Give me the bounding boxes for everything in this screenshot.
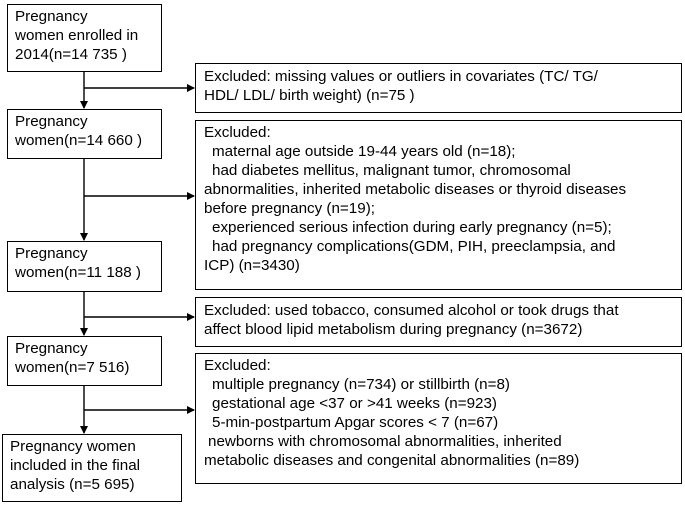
box-text-line: Pregnancy xyxy=(15,113,88,130)
exclusion-text-line: 5-min-postpartum Apgar scores < 7 (n=67) xyxy=(212,414,499,431)
box-text-line: analysis (n=5 695) xyxy=(10,476,135,493)
box-after-exclusion-1 xyxy=(7,109,162,159)
exclusion-text-line: HDL/ LDL/ birth weight) (n=75 ) xyxy=(204,87,415,104)
box-text-line: 2014(n=14 735 ) xyxy=(15,46,127,63)
box-after-exclusion-2 xyxy=(7,241,162,292)
exclusion-text-line: experienced serious infection during early pregnancy (n=5); xyxy=(212,219,612,236)
exclusion-text-line: gestational age <37 or >41 weeks (n=923) xyxy=(212,395,497,412)
box-final-analysis xyxy=(2,434,182,502)
exclusion-text-line: maternal age outside 19-44 years old (n=18); xyxy=(212,143,516,160)
exclusion-text-line: ICP) (n=3430) xyxy=(204,257,300,274)
exclusion-text-line: Excluded: xyxy=(204,124,271,141)
exclusion-text-line: before pregnancy (n=19); xyxy=(204,200,375,217)
box-text-line: women(n=7 516) xyxy=(15,359,130,376)
box-after-exclusion-3 xyxy=(7,336,162,386)
box-text-line: Pregnancy xyxy=(15,8,88,25)
box-text-line: Pregnancy women xyxy=(10,438,136,455)
box-enrolled xyxy=(7,4,162,72)
exclusion-text-line: Excluded: used tobacco, consumed alcohol or took drugs that xyxy=(204,302,619,319)
exclusion-text-line: Excluded: missing values or outliers in covariates (TC/ TG/ xyxy=(204,68,598,85)
exclusion-text-line: had pregnancy complications(GDM, PIH, preeclampsia, and xyxy=(212,238,616,255)
exclusion-text-line: Excluded: xyxy=(204,357,271,374)
exclusion-text-line: newborns with chromosomal abnormalities, inherited xyxy=(208,433,562,450)
box-text-line: women(n=14 660 ) xyxy=(15,132,143,149)
exclusion-box-2 xyxy=(195,120,682,290)
exclusion-text-line: affect blood lipid metabolism during pregnancy (n=3672) xyxy=(204,321,583,338)
box-text-line: included in the final xyxy=(10,457,141,474)
exclusion-box-4 xyxy=(195,353,682,484)
exclusion-text-line: abnormalities, inherited metabolic diseases or thyroid diseases xyxy=(204,181,627,198)
exclusion-text-line: had diabetes mellitus, malignant tumor, chromosomal xyxy=(212,162,571,179)
box-text-line: women enrolled in xyxy=(15,27,139,44)
exclusion-text-line: metabolic diseases and congenital abnormalities (n=89) xyxy=(204,452,580,469)
exclusion-text-line: multiple pregnancy (n=734) or stillbirth (n=8) xyxy=(212,376,510,393)
box-text-line: women(n=11 188 ) xyxy=(15,264,141,281)
exclusion-box-1 xyxy=(195,63,682,113)
exclusion-box-3 xyxy=(195,297,682,347)
box-text-line: Pregnancy xyxy=(15,340,88,357)
box-text-line: Pregnancy xyxy=(15,245,88,262)
